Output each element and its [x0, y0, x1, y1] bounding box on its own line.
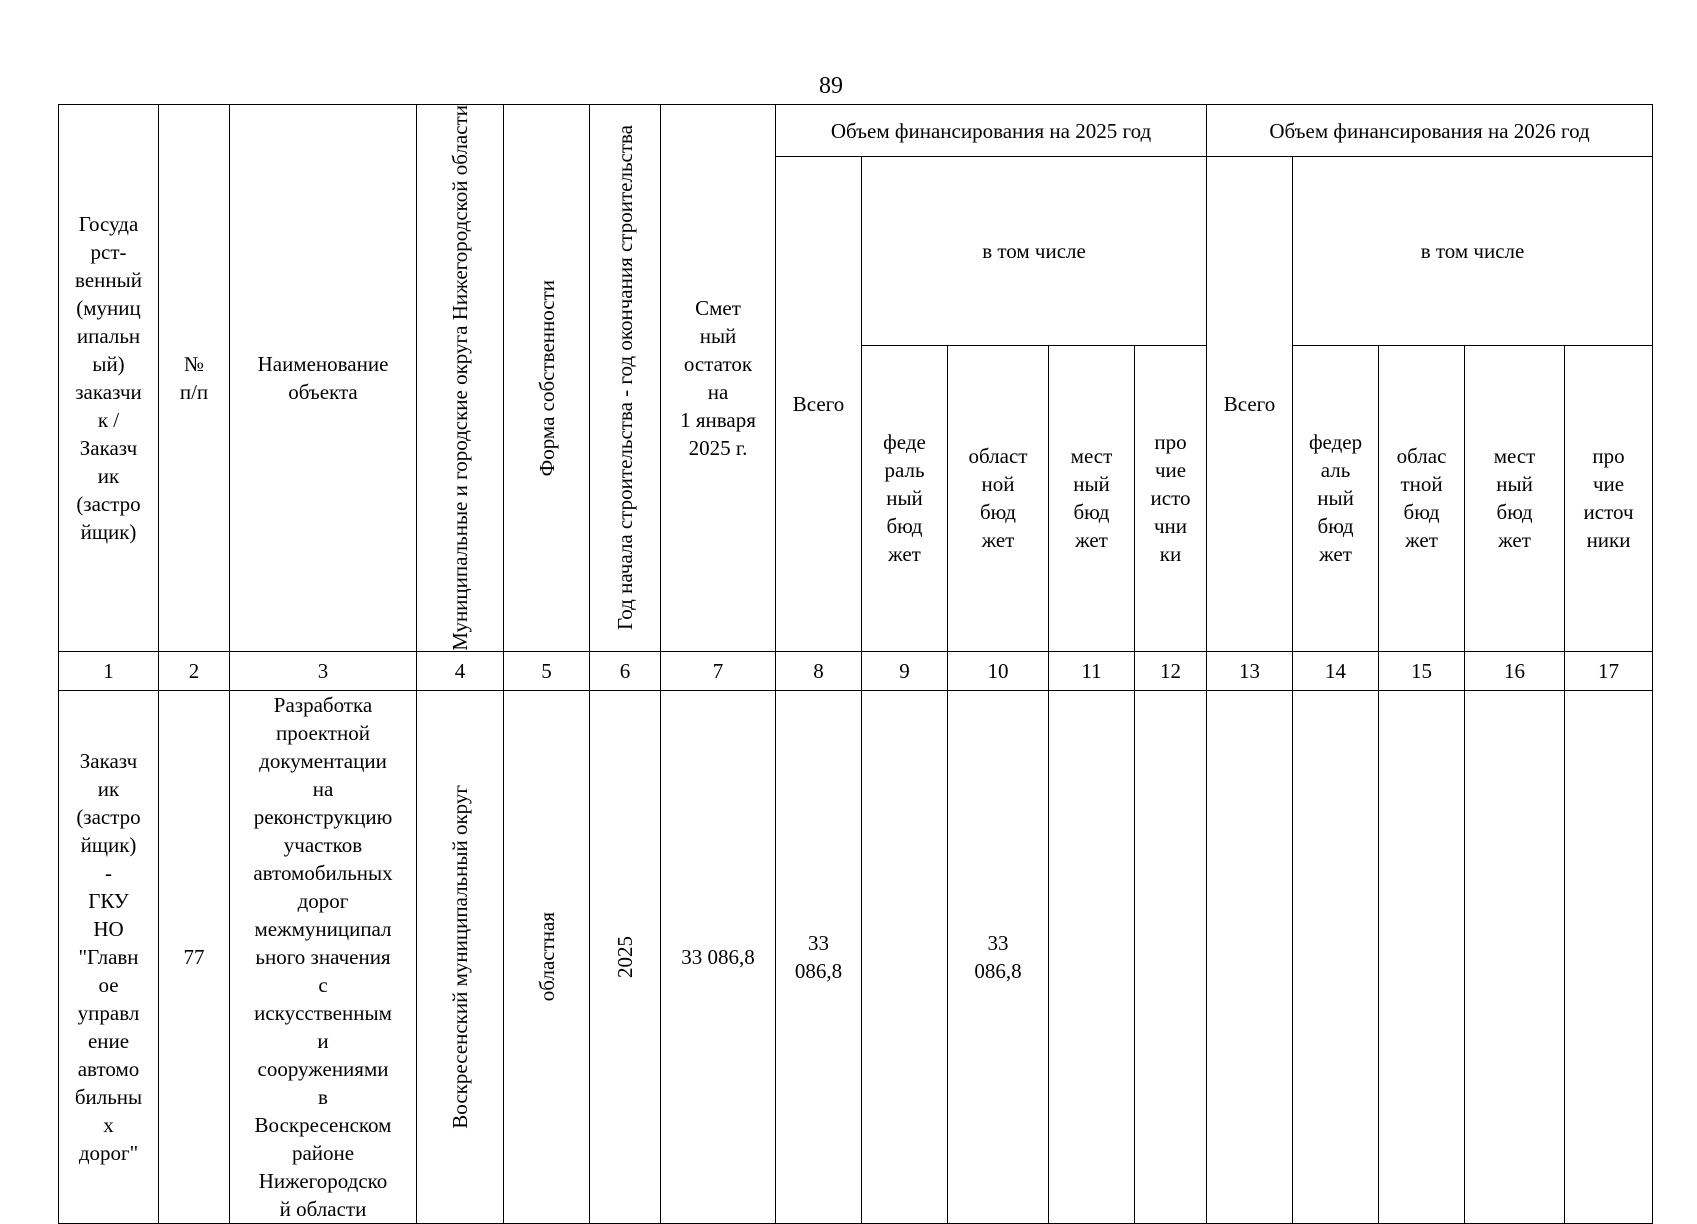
header-municipality: Муниципальные и городские округа Нижегородской области: [417, 105, 504, 652]
column-number: 12: [1135, 651, 1207, 690]
header-other-2026: про чие источ ники: [1565, 345, 1653, 651]
cell-other-2026: [1565, 690, 1653, 1223]
cell-regional-2025: 33 086,8: [948, 690, 1049, 1223]
page-number: 89: [819, 73, 843, 99]
table-row: [59, 690, 1653, 1223]
column-number: 11: [1049, 651, 1135, 690]
header-customer: Госуда рст- венный (муниц ипальн ый) заказчи к / Заказч ик (застро йщик): [59, 105, 159, 652]
header-total-2025: Всего: [776, 157, 862, 652]
header-fin-2026: Объем финансирования на 2026 год: [1207, 105, 1653, 157]
column-number: 2: [159, 651, 230, 690]
column-number: 1: [59, 651, 159, 690]
cell-customer: Заказч ик (застро йщик) - ГКУ НО "Главн ое управл ение автомо бильны х дорог": [59, 690, 159, 1223]
column-number: 9: [862, 651, 948, 690]
column-number: 13: [1207, 651, 1293, 690]
header-fin-2025: Объем финансирования на 2025 год: [776, 105, 1207, 157]
header-including-2026: в том числе: [1293, 157, 1653, 346]
column-number: 7: [661, 651, 776, 690]
header-num: № п/п: [159, 105, 230, 652]
header-including-2025: в том числе: [862, 157, 1207, 346]
cell-object-name: Разработка проектной документации на реконструкцию участков автомобильных дорог межмуниципал ьного значения с искусственным и сооружениями в Воскресенском районе Нижегородско й области: [230, 690, 417, 1223]
cell-federal-2026: [1293, 690, 1379, 1223]
column-number: 10: [948, 651, 1049, 690]
cell-ownership: областная: [504, 690, 590, 1223]
column-number: 5: [504, 651, 590, 690]
column-number: 15: [1379, 651, 1465, 690]
cell-local-2025: [1049, 690, 1135, 1223]
column-number: 3: [230, 651, 417, 690]
header-federal-2025: феде раль ный бюд жет: [862, 345, 948, 651]
header-total-2026: Всего: [1207, 157, 1293, 652]
column-number: 6: [590, 651, 661, 690]
cell-balance: 33 086,8: [661, 690, 776, 1223]
header-regional-2025: област ной бюд жет: [948, 345, 1049, 651]
cell-municipality: Воскресенский муниципальный округ: [417, 690, 504, 1223]
header-object-name: Наименование объекта: [230, 105, 417, 652]
header-local-2026: мест ный бюд жет: [1465, 345, 1565, 651]
header-other-2025: про чие исто чни ки: [1135, 345, 1207, 651]
cell-num: 77: [159, 690, 230, 1223]
column-number-row: [59, 651, 1653, 690]
column-number: 16: [1465, 651, 1565, 690]
cell-local-2026: [1465, 690, 1565, 1223]
financing-table: [58, 104, 1653, 1224]
header-local-2025: мест ный бюд жет: [1049, 345, 1135, 651]
column-number: 17: [1565, 651, 1653, 690]
header-balance: Смет ный остаток на 1 января 2025 г.: [661, 105, 776, 652]
cell-other-2025: [1135, 690, 1207, 1223]
column-number: 4: [417, 651, 504, 690]
column-number: 14: [1293, 651, 1379, 690]
header-ownership: Форма собственности: [504, 105, 590, 652]
header-years: Год начала строительства - год окончания строительства: [590, 105, 661, 652]
cell-regional-2026: [1379, 690, 1465, 1223]
cell-total-2025: 33 086,8: [776, 690, 862, 1223]
cell-total-2026: [1207, 690, 1293, 1223]
column-number: 8: [776, 651, 862, 690]
header-federal-2026: федер аль ный бюд жет: [1293, 345, 1379, 651]
header-regional-2026: облас тной бюд жет: [1379, 345, 1465, 651]
cell-year: 2025: [590, 690, 661, 1223]
cell-federal-2025: [862, 690, 948, 1223]
